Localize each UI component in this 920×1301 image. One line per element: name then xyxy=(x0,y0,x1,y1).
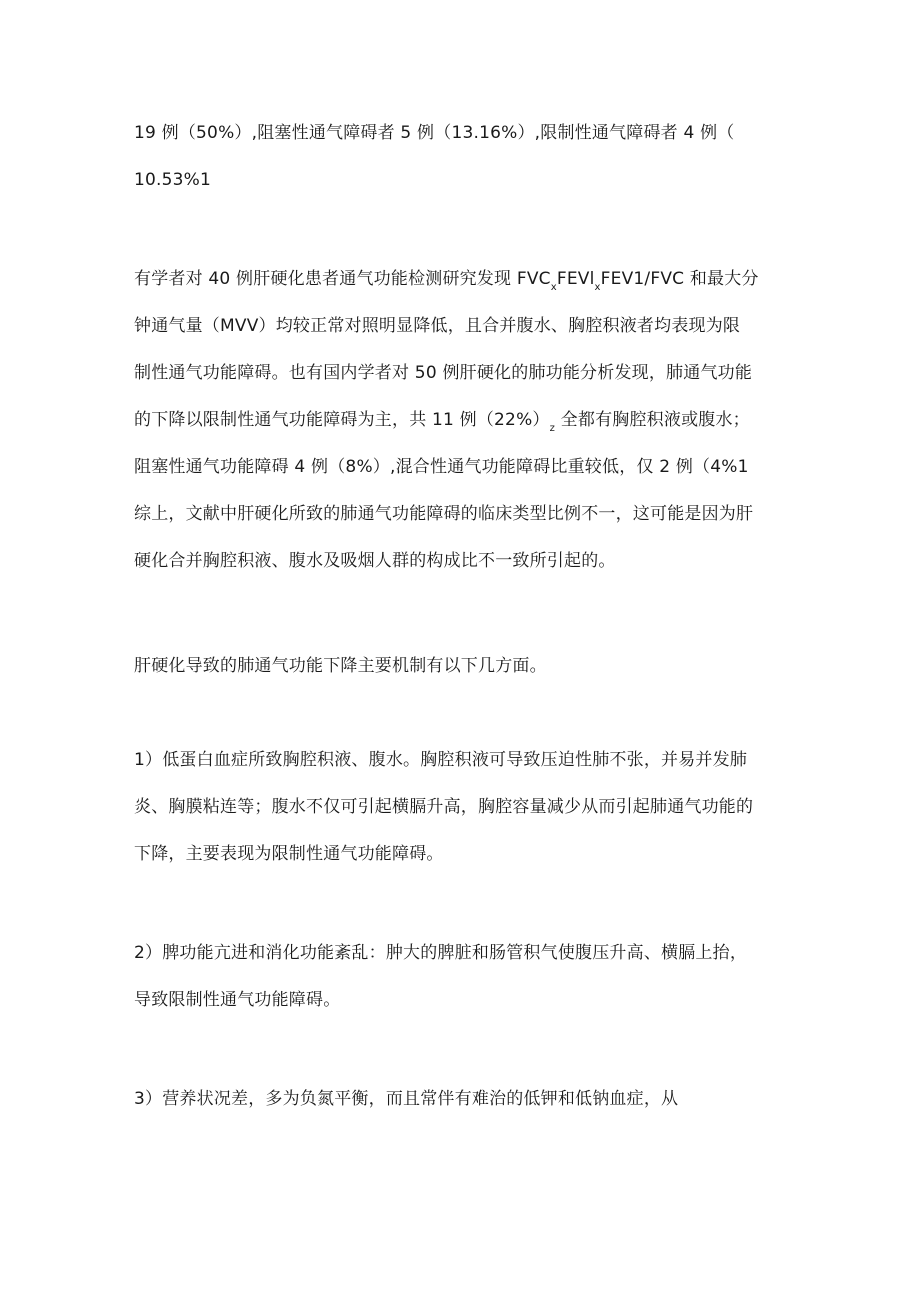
text-run: FEVl xyxy=(556,269,595,289)
text-run: FEV1/FVC 和最大分 xyxy=(600,269,759,289)
paragraph-2 xyxy=(134,256,804,585)
text-line: 阻塞性通气功能障碍 4 例（8%）,混合性通气功能障碍比重较低，仅 2 例（4%1 xyxy=(134,457,749,477)
paragraph-6 xyxy=(134,1076,804,1123)
text-line: 制性通气功能障碍。也有国内学者对 50 例肝硬化的肺功能分析发现，肺通气功能 xyxy=(134,363,753,383)
text-line: 钟通气量（MVV）均较正常对照明显降低，且合并腹水、胸腔积液者均表现为限 xyxy=(134,316,741,336)
text-run: 全都有胸腔积液或腹水； xyxy=(555,410,750,430)
text-line: 1）低蛋白血症所致胸腔积液、腹水。胸腔积液可导致压迫性肺不张，并易并发肺 xyxy=(134,750,748,770)
paragraph-1 xyxy=(134,110,804,204)
subscript-mark: z xyxy=(549,423,556,434)
text-line: 炎、胸膜粘连等；腹水不仅可引起横膈升高，胸腔容量减少从而引起肺通气功能的 xyxy=(134,797,754,817)
subscript-mark: x xyxy=(594,282,601,293)
text-line: 10.53%1 xyxy=(134,170,212,190)
text-line: 19 例（50%）,阻塞性通气障碍者 5 例（13.16%）,限制性通气障碍者 4 例（ xyxy=(134,123,735,143)
text-line xyxy=(134,256,804,303)
text-line: 3）营养状况差，多为负氮平衡，而且常伴有难治的低钾和低钠血症，从 xyxy=(134,1089,679,1109)
text-line: 2）脾功能亢进和消化功能紊乱：肿大的脾脏和肠管积气使腹压升高、横膈上抬， xyxy=(134,943,748,963)
text-line: 硬化合并胸腔积液、腹水及吸烟人群的构成比不一致所引起的。 xyxy=(134,551,616,571)
text-run: 有学者对 40 例肝硬化患者通气功能检测研究发现 FVC xyxy=(134,269,551,289)
text-run: 的下降以限制性通气功能障碍为主，共 11 例（22%） xyxy=(134,410,550,430)
subscript-mark: x xyxy=(550,282,557,293)
text-line: 下降，主要表现为限制性通气功能障碍。 xyxy=(134,844,444,864)
text-line: 肝硬化导致的肺通气功能下降主要机制有以下几方面。 xyxy=(134,656,547,676)
paragraph-5 xyxy=(134,930,804,1024)
text-line: 导致限制性通气功能障碍。 xyxy=(134,990,341,1010)
paragraph-3 xyxy=(134,643,804,690)
text-line: 综上，文献中肝硬化所致的肺通气功能障碍的临床类型比例不一，这可能是因为肝 xyxy=(134,504,754,524)
paragraph-4 xyxy=(134,737,804,878)
text-line xyxy=(134,397,804,444)
